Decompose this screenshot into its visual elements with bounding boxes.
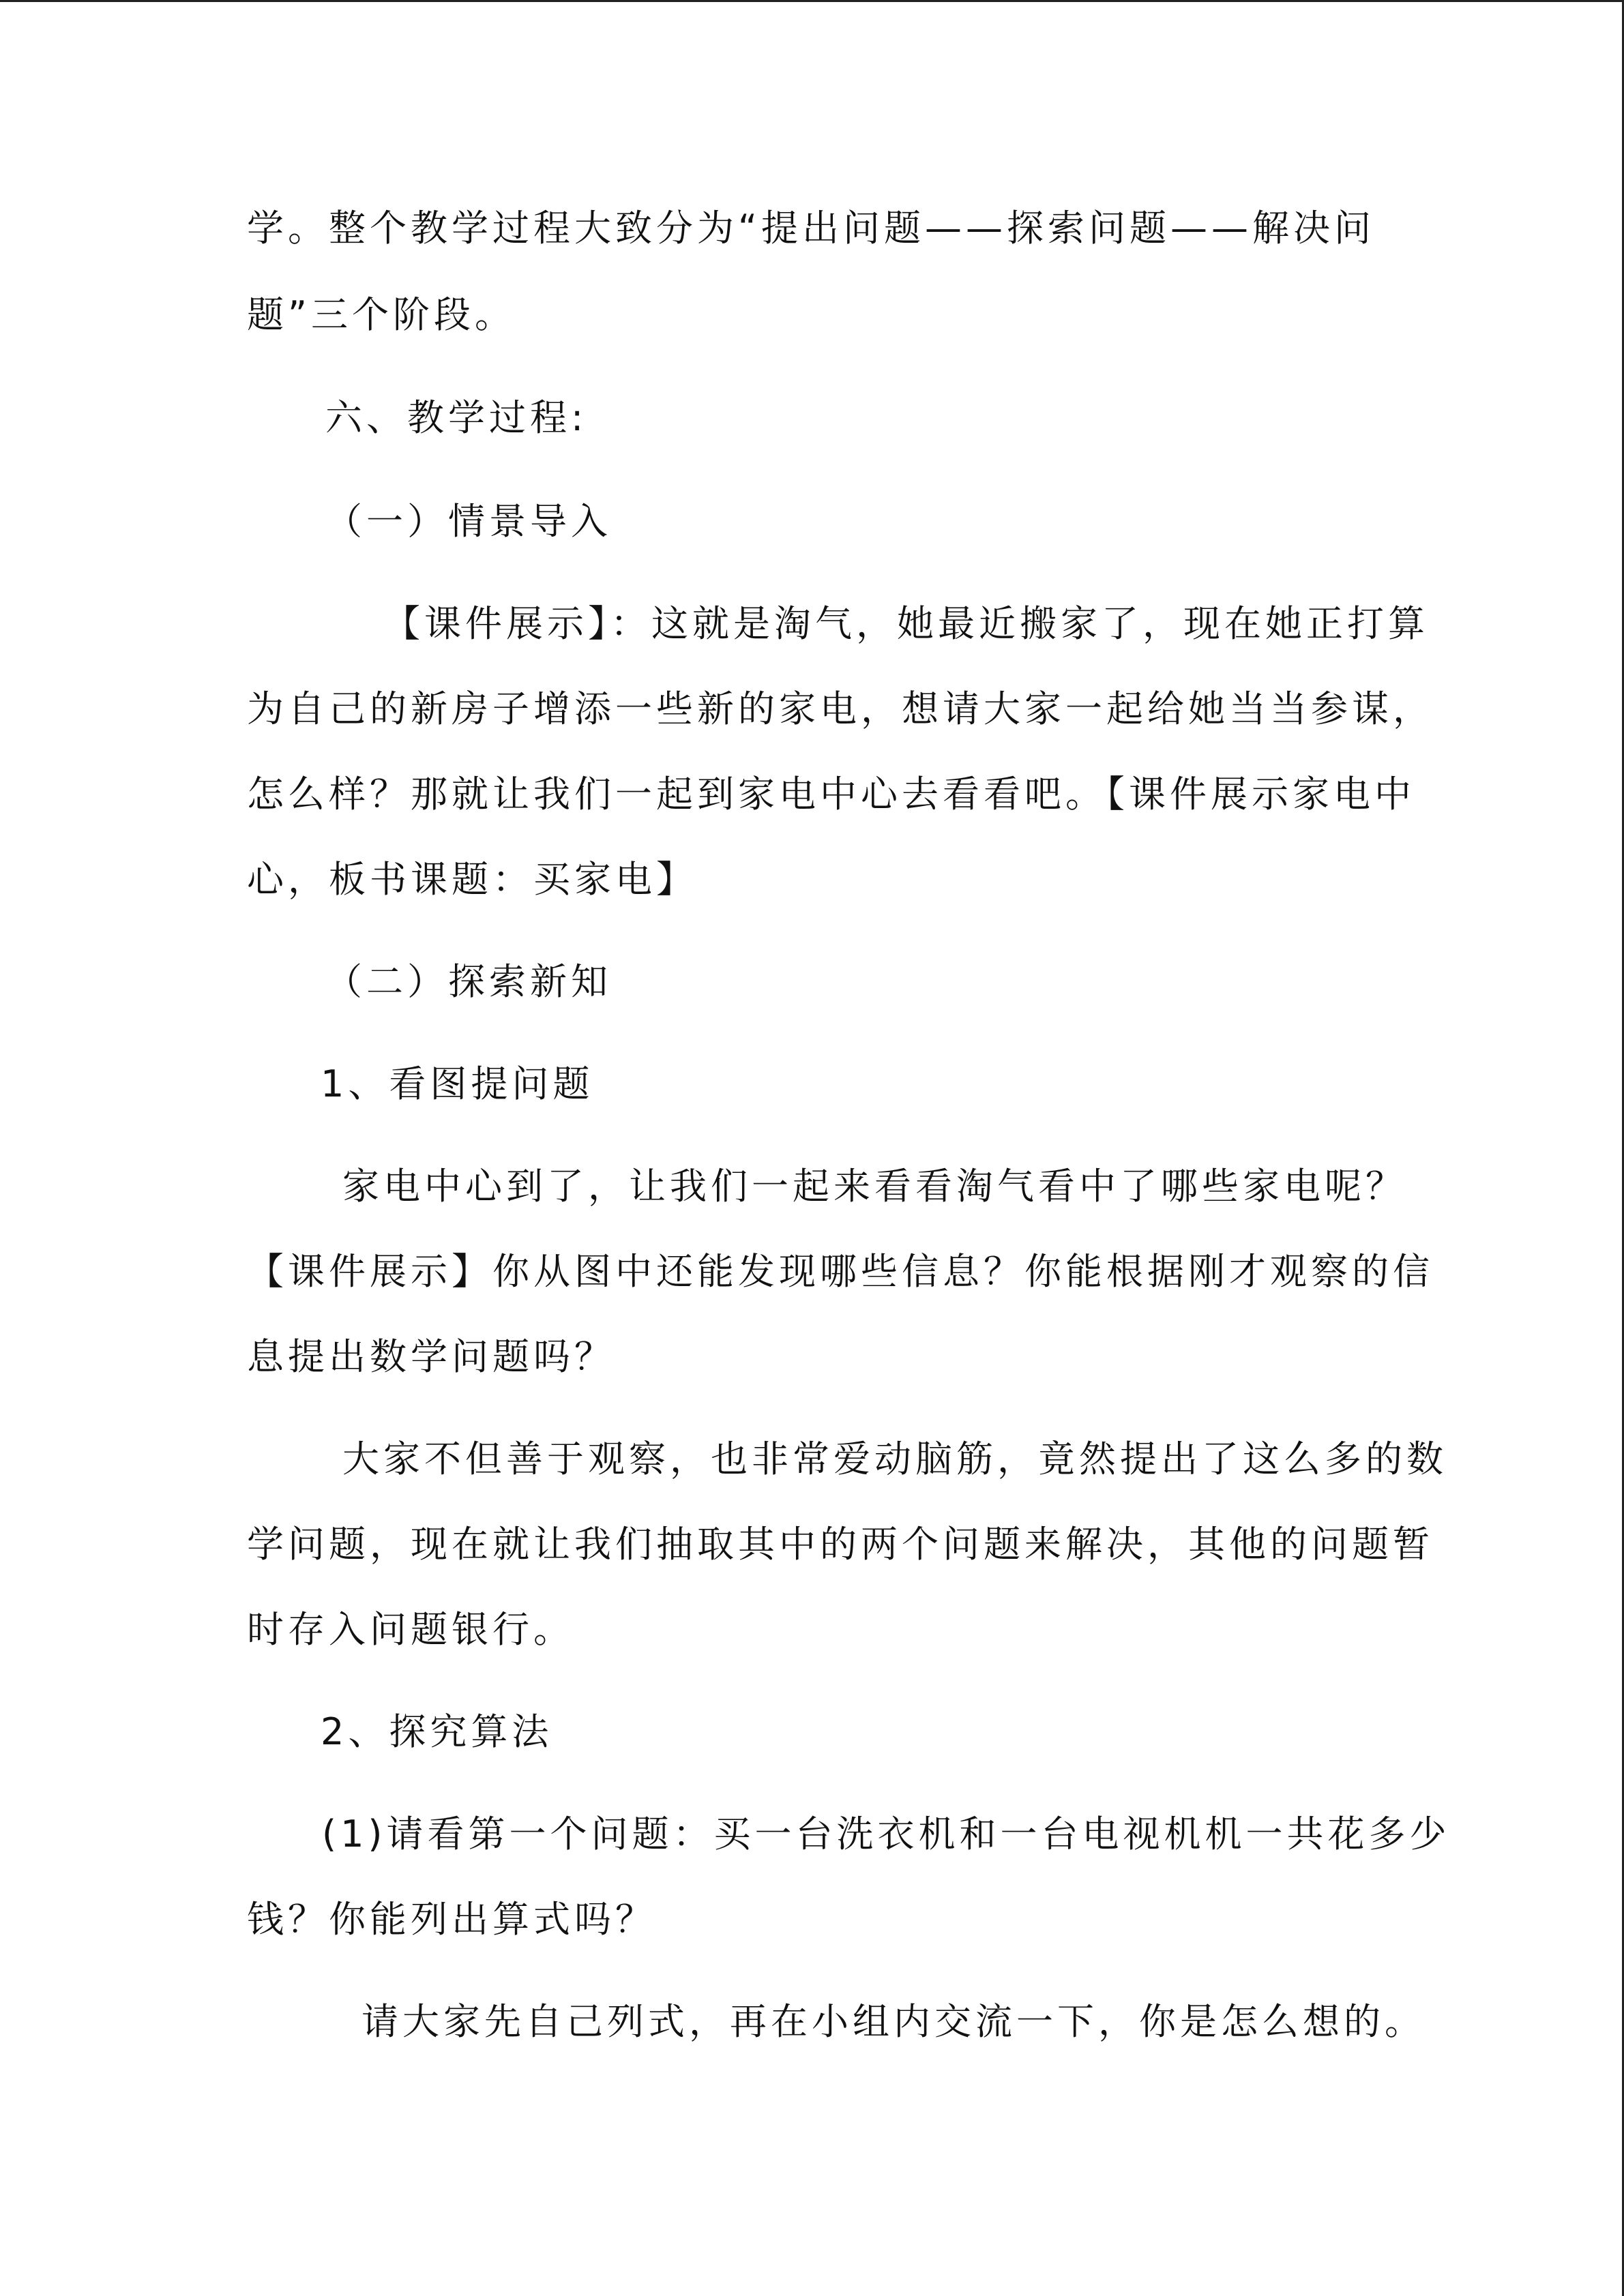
- paragraph-line: 息提出数学问题吗？: [247, 1335, 615, 1378]
- subsection-heading: （二）探索新知: [325, 960, 612, 1003]
- paragraph-line: 学。整个教学过程大致分为“提出问题——探索问题——解决问: [247, 207, 1375, 250]
- paragraph-line: 请大家先自己列式，再在小组内交流一下，你是怎么想的。: [361, 2000, 1426, 2043]
- paragraph-line: 怎么样？那就让我们一起到家电中心去看看吧。【课件展示家电中: [247, 773, 1415, 816]
- paragraph-line: 心，板书课题：买家电】: [247, 858, 697, 901]
- paragraph-line: 大家不但善于观察，也非常爱动脑筋，竟然提出了这么多的数: [342, 1437, 1447, 1480]
- paragraph-line: 【课件展示】：这就是淘气，她最近搬家了，现在她正打算: [383, 602, 1429, 645]
- subsection-heading: （一）情景导入: [325, 500, 612, 543]
- item-heading: 1、看图提问题: [321, 1062, 594, 1105]
- paragraph-line: 为自己的新房子增添一些新的家电，想请大家一起给她当当参谋，: [247, 687, 1434, 730]
- paragraph-line: 学问题，现在就让我们抽取其中的两个问题来解决，其他的问题暂: [247, 1523, 1434, 1566]
- paragraph-line: 钱？你能列出算式吗？: [247, 1898, 656, 1941]
- paragraph-line: 时存入问题银行。: [247, 1608, 574, 1651]
- item-heading: 2、探究算法: [321, 1710, 553, 1753]
- paragraph-line: 【课件展示】你从图中还能发现哪些信息？你能根据刚才观察的信: [247, 1250, 1434, 1293]
- paragraph-line: 家电中心到了，让我们一起来看看淘气看中了哪些家电呢？: [342, 1165, 1406, 1208]
- paragraph-line: (1)请看第一个问题：买一台洗衣机和一台电视机机一共花多少: [322, 1813, 1451, 1855]
- paragraph-line: 题”三个阶段。: [247, 293, 516, 336]
- section-heading: 六、教学过程:: [325, 396, 588, 439]
